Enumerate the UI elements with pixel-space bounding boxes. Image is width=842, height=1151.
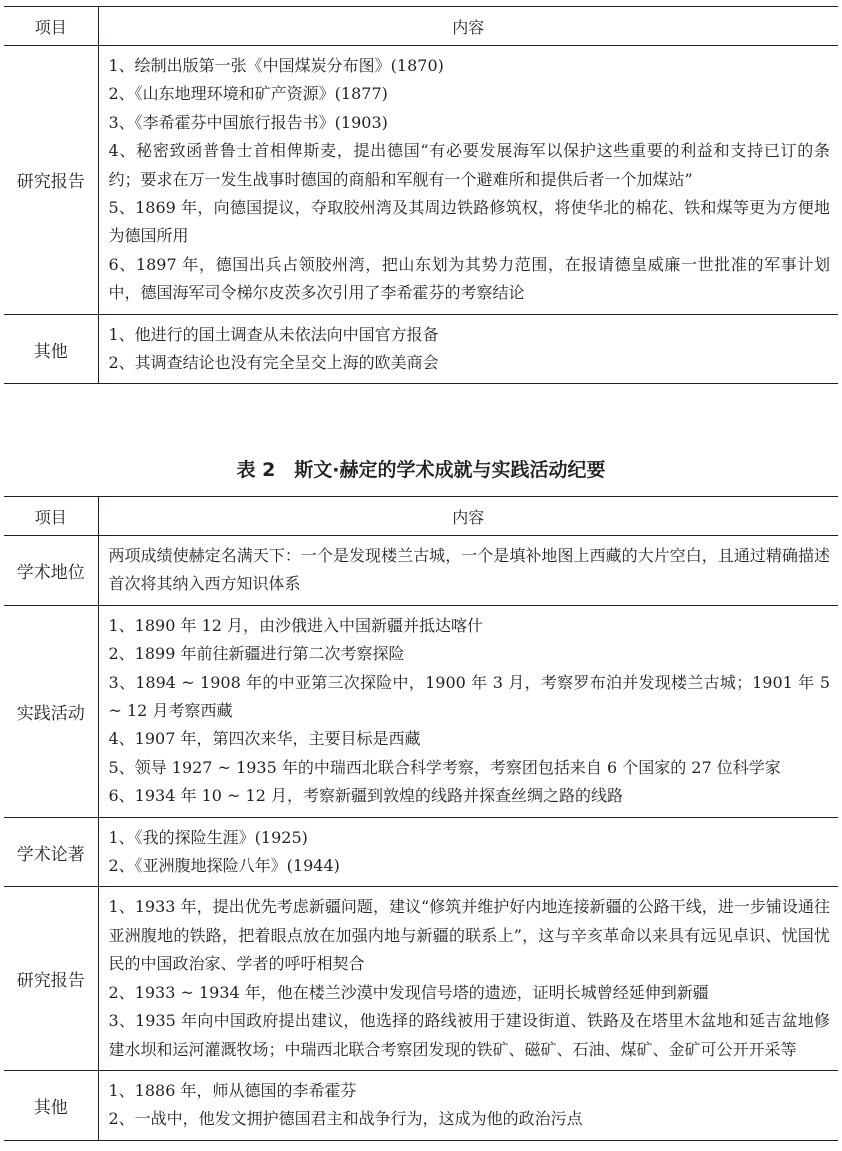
content-line: 6、1934 年 10 ~ 12 月，考察新疆到敦煌的线路并探查丝绸之路的线路	[108, 786, 623, 806]
content-line: 2、一战中，他发文拥护德国君主和战争行为，这成为他的政治污点	[108, 1109, 583, 1129]
row-content	[98, 1070, 838, 1139]
content-line: 2、《山东地理环境和矿产资源》(1877)	[108, 84, 388, 104]
row-content	[98, 605, 838, 817]
content-line: 3、1894 ~ 1908 年的中亚第三次探险中，1900 年 3 月，考察罗布泊并发现楼兰古城；1901 年 5 ~ 12 月考察西藏	[108, 672, 830, 721]
content-line: 2、《亚洲腹地探险八年》(1944)	[108, 856, 340, 876]
table-2	[4, 496, 838, 1141]
column-header-item: 项目	[4, 497, 98, 536]
content-line: 2、其调查结论也没有完全呈交上海的欧美商会	[108, 353, 439, 373]
row-content	[98, 887, 838, 1070]
column-header-item: 项目	[4, 7, 98, 46]
content-line: 1、1933 年，提出优先考虑新疆问题，建议“修筑并维护好内地连接新疆的公路干线，进一步铺设通往亚洲腹地的铁路，把着眼点放在加强内地与新疆的联系上”，这与辛亥革命以来具有远见卓识、忧国忧民的中国政治家、学者的呼吁相契合	[108, 897, 830, 974]
content-line: 3、1935 年向中国政府提出建议，他选择的路线被用于建设街道、铁路及在塔里木盆地和延吉盆地修建水坝和运河灌溉牧场；中瑞西北联合考察团发现的铁矿、磁矿、石油、煤矿、金矿可公开开采等	[108, 1011, 830, 1059]
content-line: 3、《李希霍芬中国旅行报告书》(1903)	[108, 112, 388, 132]
table-1	[4, 6, 838, 384]
content-line: 6、1897 年，德国出兵占领胶州湾，把山东划为其势力范围，在报请德皇威廉一世批准的军事计划中，德国海军司令梯尔皮茨多次引用了李希霍芬的考察结论	[108, 254, 830, 303]
content-line: 4、1907 年，第四次来华，主要目标是西藏	[108, 729, 421, 749]
row-category: 其他	[4, 314, 98, 383]
content-line: 5、领导 1927 ~ 1935 年的中瑞西北联合科学考察，考察团包括来自 6 个国家的 27 位科学家	[108, 757, 781, 777]
table-row	[4, 536, 838, 606]
table-row	[4, 817, 838, 887]
row-content	[98, 314, 838, 383]
content-line: 1、1890 年 12 月，由沙俄进入中国新疆并抵达喀什	[108, 615, 484, 635]
content-line: 2、1933 ~ 1934 年，他在楼兰沙漠中发现信号塔的遗迹，证明长城曾经延伸到新疆	[108, 982, 709, 1002]
column-header-content: 内容	[98, 497, 838, 536]
row-category: 学术论著	[4, 817, 98, 887]
content-line: 两项成绩使赫定名满天下：一个是发现楼兰古城，一个是填补地图上西藏的大片空白，且通过精确描述首次将其纳入西方知识体系	[108, 546, 830, 594]
table-row	[4, 605, 838, 817]
table-header-row	[4, 7, 838, 46]
table-header-row	[4, 497, 838, 536]
row-content	[98, 817, 838, 887]
table-row	[4, 1070, 838, 1139]
table-row	[4, 887, 838, 1070]
row-content	[98, 536, 838, 606]
row-category: 研究报告	[4, 887, 98, 1070]
content-line: 1、《我的探险生涯》(1925)	[108, 827, 308, 847]
row-content	[98, 46, 838, 315]
row-category: 实践活动	[4, 605, 98, 817]
column-header-content: 内容	[98, 7, 838, 46]
content-line: 4、秘密致函普鲁士首相俾斯麦，提出德国“有必要发展海军以保护这些重要的利益和支持已订的条约；要求在万一发生战事时德国的商船和军舰有一个避难所和提供后者一个加煤站”	[108, 141, 830, 189]
table-row	[4, 314, 838, 383]
table-2-caption: 表 2 斯文·赫定的学术成就与实践活动纪要	[236, 459, 606, 481]
content-line: 1、他进行的国土调查从未依法向中国官方报备	[108, 324, 439, 344]
row-category: 学术地位	[4, 536, 98, 606]
content-line: 5、1869 年，向德国提议，夺取胶州湾及其周边铁路修筑权，将使华北的棉花、铁和煤等更为方便地为德国所用	[108, 198, 830, 246]
content-line: 2、1899 年前往新疆进行第二次考察探险	[108, 644, 405, 664]
content-line: 1、绘制出版第一张《中国煤炭分布图》(1870)	[108, 56, 444, 75]
content-line: 1、1886 年，师从德国的李希霍芬	[108, 1080, 357, 1100]
table-row	[4, 46, 838, 315]
row-category: 其他	[4, 1070, 98, 1139]
row-category: 研究报告	[4, 46, 98, 315]
